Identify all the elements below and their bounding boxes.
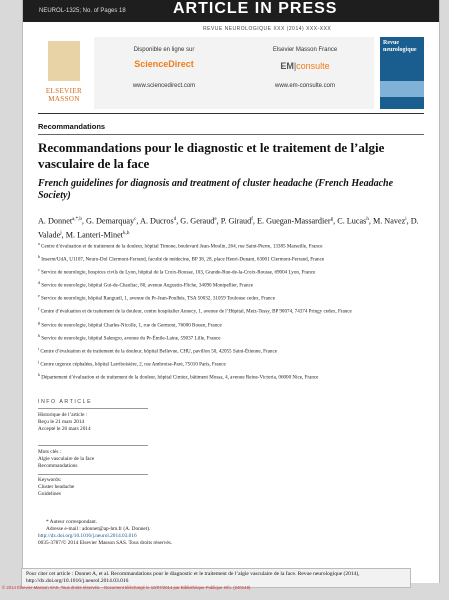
author-name: D. Valade (38, 216, 419, 240)
copyright-line: © 2014 Elsevier Masson SAS. Tous droits réservés. - Document téléchargé le 10/07/2014 par Bibliothèque Publique Info. (240148) (2, 585, 251, 590)
mots-cles: Mots clés : Algie vasculaire de la face Recommandations (38, 449, 95, 469)
author-name: G. Geraud (180, 216, 215, 226)
author-affiliation-marker: c (134, 217, 137, 222)
journal-cover (380, 37, 424, 109)
doi-link[interactable]: http://dx.doi.org/10.1016/j.neurol.2014.03.016 (38, 533, 137, 539)
em-label: Elsevier Masson France (272, 47, 338, 53)
author-name: C. Lucas (337, 216, 367, 226)
affiliation-item: $^a$ Centre d’évaluation et de traitement de la douleur, hôpital Timone, boulevard Jean-Moulin, 264, rue Saint-Pierre, 13385 Marseille, France (38, 241, 323, 250)
history-divider (38, 445, 148, 446)
section-divider (38, 134, 424, 135)
email-line[interactable]: Adresse e-mail : adonnet@ap-hm.fr (A. Donnet). (46, 526, 151, 532)
emconsulte-brand: EM|consulte (280, 61, 330, 71)
citation-box: Pour citer cet article : Donnet A, et al. Recommandations pour le diagnostic et le traitement de l’algie vasculaire de la face. Revue neurologique (2014), http://dx.doi.org/10.1016/j.neurol.2014.03.016 (21, 568, 411, 588)
author-affiliation-marker: i (405, 217, 407, 222)
affiliation-item: $^c$ Service de neurologie, hospices civils de Lyon, hôpital de la Croix-Rousse, 103, Grande-Rue-de-la-Croix-Rousse, 69004 Lyon, France (38, 267, 316, 276)
cover-title: Revue neurologique (383, 40, 417, 53)
author-name: M. Navez (372, 216, 406, 226)
affiliation-item: $^f$ Centre d’évaluation et de traitement de la douleur, centre hospitalier Annecy, 1, avenue de l’Hôpital, Metz-Tessy, BP 90074, 74374 Pringy cedex, France (38, 306, 352, 316)
author-name: E. Guegan-Massardier (256, 216, 331, 226)
author-name: P. Giraud (220, 216, 252, 226)
manuscript-ref: NEUROL-1325; No. of Pages 18 (39, 8, 126, 14)
article-subtitle: French guidelines for diagnosis and treatment of cluster headache (French Headache Society) (38, 178, 394, 201)
author-affiliation-marker: g (330, 217, 334, 222)
corresponding-note: * Auteur correspondant. (46, 519, 98, 525)
author-affiliation-marker: f (251, 217, 253, 222)
publisher-name: ELSEVIER MASSON (45, 87, 83, 103)
info-divider (38, 408, 148, 409)
affiliation-item: $^e$ Service de neurologie, hôpital Rangueil, 1, avenue du Pr-Jean-Poulhès, TSA 50032, 31059 Toulouse cedex, France (38, 293, 275, 303)
author-name: A. Donnet (38, 216, 73, 226)
article-history: Historique de l’article : Reçu le 21 mars 2014 Accepté le 26 mars 2014 (38, 412, 91, 432)
author-affiliation-marker: h (366, 217, 369, 222)
affiliation-item: $^i$ Centre d’évaluation et de traitement de la douleur, hôpital Bellevue, CHU, pavillon 50, 42055 Saint-Étienne, France (38, 345, 277, 355)
elsevier-logo (38, 39, 90, 107)
section-label: Recommandations (38, 122, 106, 131)
emconsulte-url[interactable]: www.em-consulte.com (274, 83, 336, 89)
author-affiliation-marker: e (214, 217, 217, 222)
article-in-press-bar (23, 0, 439, 22)
availability-panel (94, 37, 374, 109)
affiliation-item: $^b$ Inserm/UdA, U1107, Neuro-Dol Clermont-Ferrand, faculté de médecine, BP 38, 28, place Henri-Dunant, 63001 Clermont-Ferrand, France (38, 254, 325, 263)
author-name: G. Demarquay (85, 216, 135, 226)
article-status: ARTICLE IN PRESS (173, 0, 338, 17)
article-page (22, 0, 440, 583)
publisher-banner (38, 37, 424, 110)
sciencedirect-brand: ScienceDirect (134, 59, 194, 69)
keyword-divider (38, 474, 148, 475)
sciencedirect-url[interactable]: www.sciencedirect.com (132, 83, 196, 89)
affiliation-item: $^j$ Centre urgence céphalées, hôpital Larriboisière, 2, rue Ambroise-Paré, 75010 Paris, France (38, 358, 226, 368)
author-name: A. Ducros (140, 216, 174, 226)
author-affiliation-marker: k,b (123, 230, 130, 236)
affiliation-item: $^k$ Département d’évaluation et de traitement de la douleur, hôpital Cimiez, bâtiment Mossa, 4, avenue Reine-Victoria, 06000 Nice, France (38, 371, 319, 381)
author-name: M. Lanteri-Minet (65, 230, 124, 240)
author-list: A. Donnet$^{a,*,b}$, G. Demarquay$^c$, A. Ducros$^d$, G. Geraud$^e$, P. Giraud$^f$, E. Guegan-Massardier$^g$, C. Lucas$^h$, M. Navez$^i$, D. Valade$^j$, M. Lanteri-Minet$^{k,b}$ (38, 216, 419, 240)
affiliation-item: $^d$ Service de neurologie, hôpital Gui-de-Chauliac, 80, avenue Augustin-Fliche, 34090 Montpellier, France (38, 280, 254, 289)
tree-icon (48, 41, 80, 81)
cover-band (380, 81, 424, 97)
author-affiliation-marker: d (173, 217, 177, 222)
sciencedirect-box (94, 37, 234, 109)
sd-label: Disponible en ligne sur (133, 47, 195, 53)
affiliation-item: $^g$ Service de neurologie, hôpital Charles-Nicolle, 1, rue de Germont, 76000 Rouen, France (38, 319, 222, 329)
footnote (38, 519, 418, 547)
info-heading: INFO ARTICLE (38, 399, 93, 405)
journal-line: REVUE NEUROLOGIQUE XXX (2014) XXX-XXX (203, 26, 332, 32)
article-title: Recommandations pour le diagnostic et le traitement de l’algie vasculaire de la face (38, 140, 385, 171)
emconsulte-box (236, 37, 374, 109)
keywords: Keywords: Cluster headache Guidelines (38, 477, 75, 497)
banner-divider (38, 113, 424, 114)
issn-line: 0035-3787/© 2014 Elsevier Masson SAS. Tous droits réservés. (38, 540, 173, 546)
author-affiliation-marker: a,*,b (72, 217, 82, 222)
affiliation-list (38, 240, 430, 384)
author-affiliation-marker: j (60, 230, 62, 236)
affiliation-item: $^h$ Service de neurologie, hôpital Salengro, avenue du Pr-Émile-Laine, 59037 Lille, France (38, 332, 221, 342)
